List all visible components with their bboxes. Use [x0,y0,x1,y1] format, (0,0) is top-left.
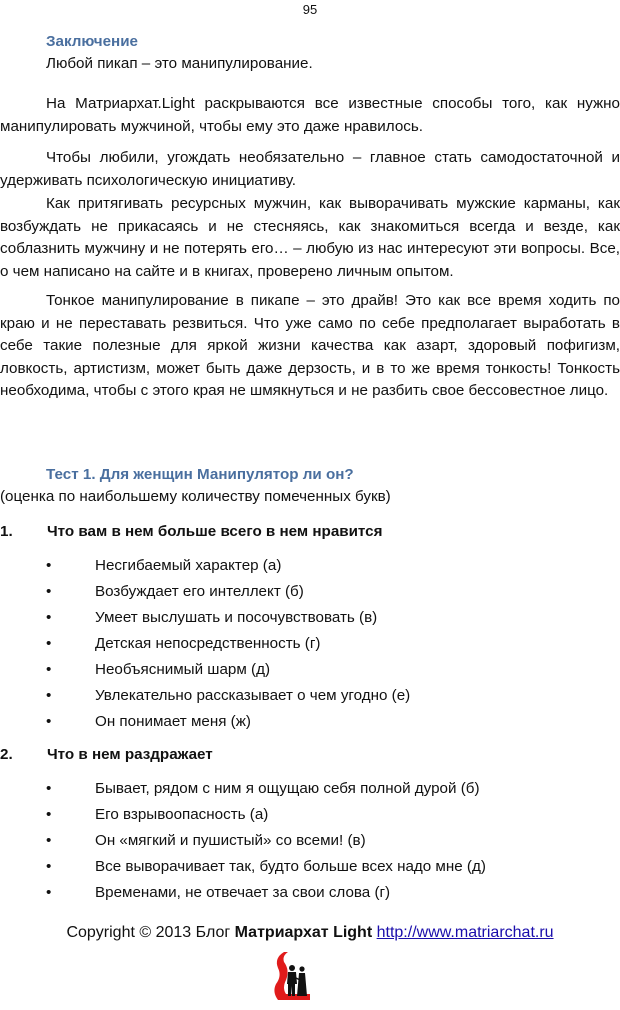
paragraph-4: Тонкое манипулирование в пикапе – это драйв! Это как все время ходить по краю и не переставать резвиться. Что уже само по себе предполагает выработать в себе такие полезные для яркой жизни качества как азарт, здоровый пофигизм, ловкость, артистизм, может быть даже дерзость, и в то же время тонкость! Тонкость необходима, чтобы с этого края не шмякнуться и не разбить свое бессовестное лицо. [0,292,620,400]
answer-item: • Бывает, рядом с ним я ощущаю себя полной дурой (б) [46,780,480,797]
answer-item: • Детская непосредственность (г) [46,635,321,652]
bullet-icon: • [46,609,52,626]
answer-item: • Умеет выслушать и посочувствовать (в) [46,609,378,626]
answer-item: • Возбуждает его интеллект (б) [46,583,304,600]
brand-name: Матриархат Light [234,924,373,941]
bullet-icon: • [46,687,52,704]
bullet-icon: • [46,635,52,652]
test-title: Тест 1. Для женщин Манипулятор ли он? [46,466,354,483]
question-2 [0,746,213,763]
bullet-icon: • [46,858,52,875]
paragraph-1: На Матриархат.Light раскрываются все известные способы того, как нужно манипулировать мужчиной, чтобы ему это даже нравилось. [0,95,620,135]
answer-item: • Все выворачивает так, будто больше всех надо мне (д) [46,858,486,875]
bullet-icon: • [46,832,52,849]
answer-item: • Он понимает меня (ж) [46,713,251,730]
question-number: 1. [0,523,13,540]
answer-item: • Он «мягкий и пушистый» со всеми! (в) [46,832,366,849]
page-number: 95 [302,2,318,17]
answer-item: • Несгибаемый характер (а) [46,557,282,574]
matriarchat-logo-couple-icon [270,950,318,1006]
bullet-icon: • [46,806,52,823]
bullet-icon: • [46,583,52,600]
section-lead: Любой пикап – это манипулирование. [46,55,313,72]
bullet-icon: • [46,661,52,678]
copyright-footer [0,924,620,942]
question-number: 2. [0,746,13,763]
question-1 [0,523,382,540]
section-title: Заключение [46,33,139,50]
question-text: Что в нем раздражает [47,746,213,763]
bullet-icon: • [46,780,52,797]
bullet-icon: • [46,557,52,574]
test-subtitle: (оценка по наибольшему количеству помеченных букв) [0,488,391,505]
answer-item: • Увлекательно рассказывает о чем угодно (е) [46,687,411,704]
site-link[interactable]: http://www.matriarchat.ru [376,924,554,941]
answer-item: • Необъяснимый шарм (д) [46,661,271,678]
paragraph-3: Как притягивать ресурсных мужчин, как выворачивать мужские карманы, как возбуждать не прикасаясь и не стесняясь, как знакомиться всегда и везде, как соблазнить мужчину и не потерять его… – любую из нас интересуют эти вопросы. Все, о чем написано на сайте и в книгах, проверено личным опытом. [0,195,620,280]
answer-item: • Его взрывоопасность (а) [46,806,269,823]
answer-item: • Временами, не отвечает за свои слова (г) [46,884,391,901]
bullet-icon: • [46,884,52,901]
paragraph-2: Чтобы любили, угождать необязательно – главное стать самодостаточной и удерживать психологическую инициативу. [0,149,620,189]
copyright-text: Copyright © 2013 Блог [66,924,231,941]
bullet-icon: • [46,713,52,730]
question-text: Что вам в нем больше всего в нем нравится [47,523,383,540]
